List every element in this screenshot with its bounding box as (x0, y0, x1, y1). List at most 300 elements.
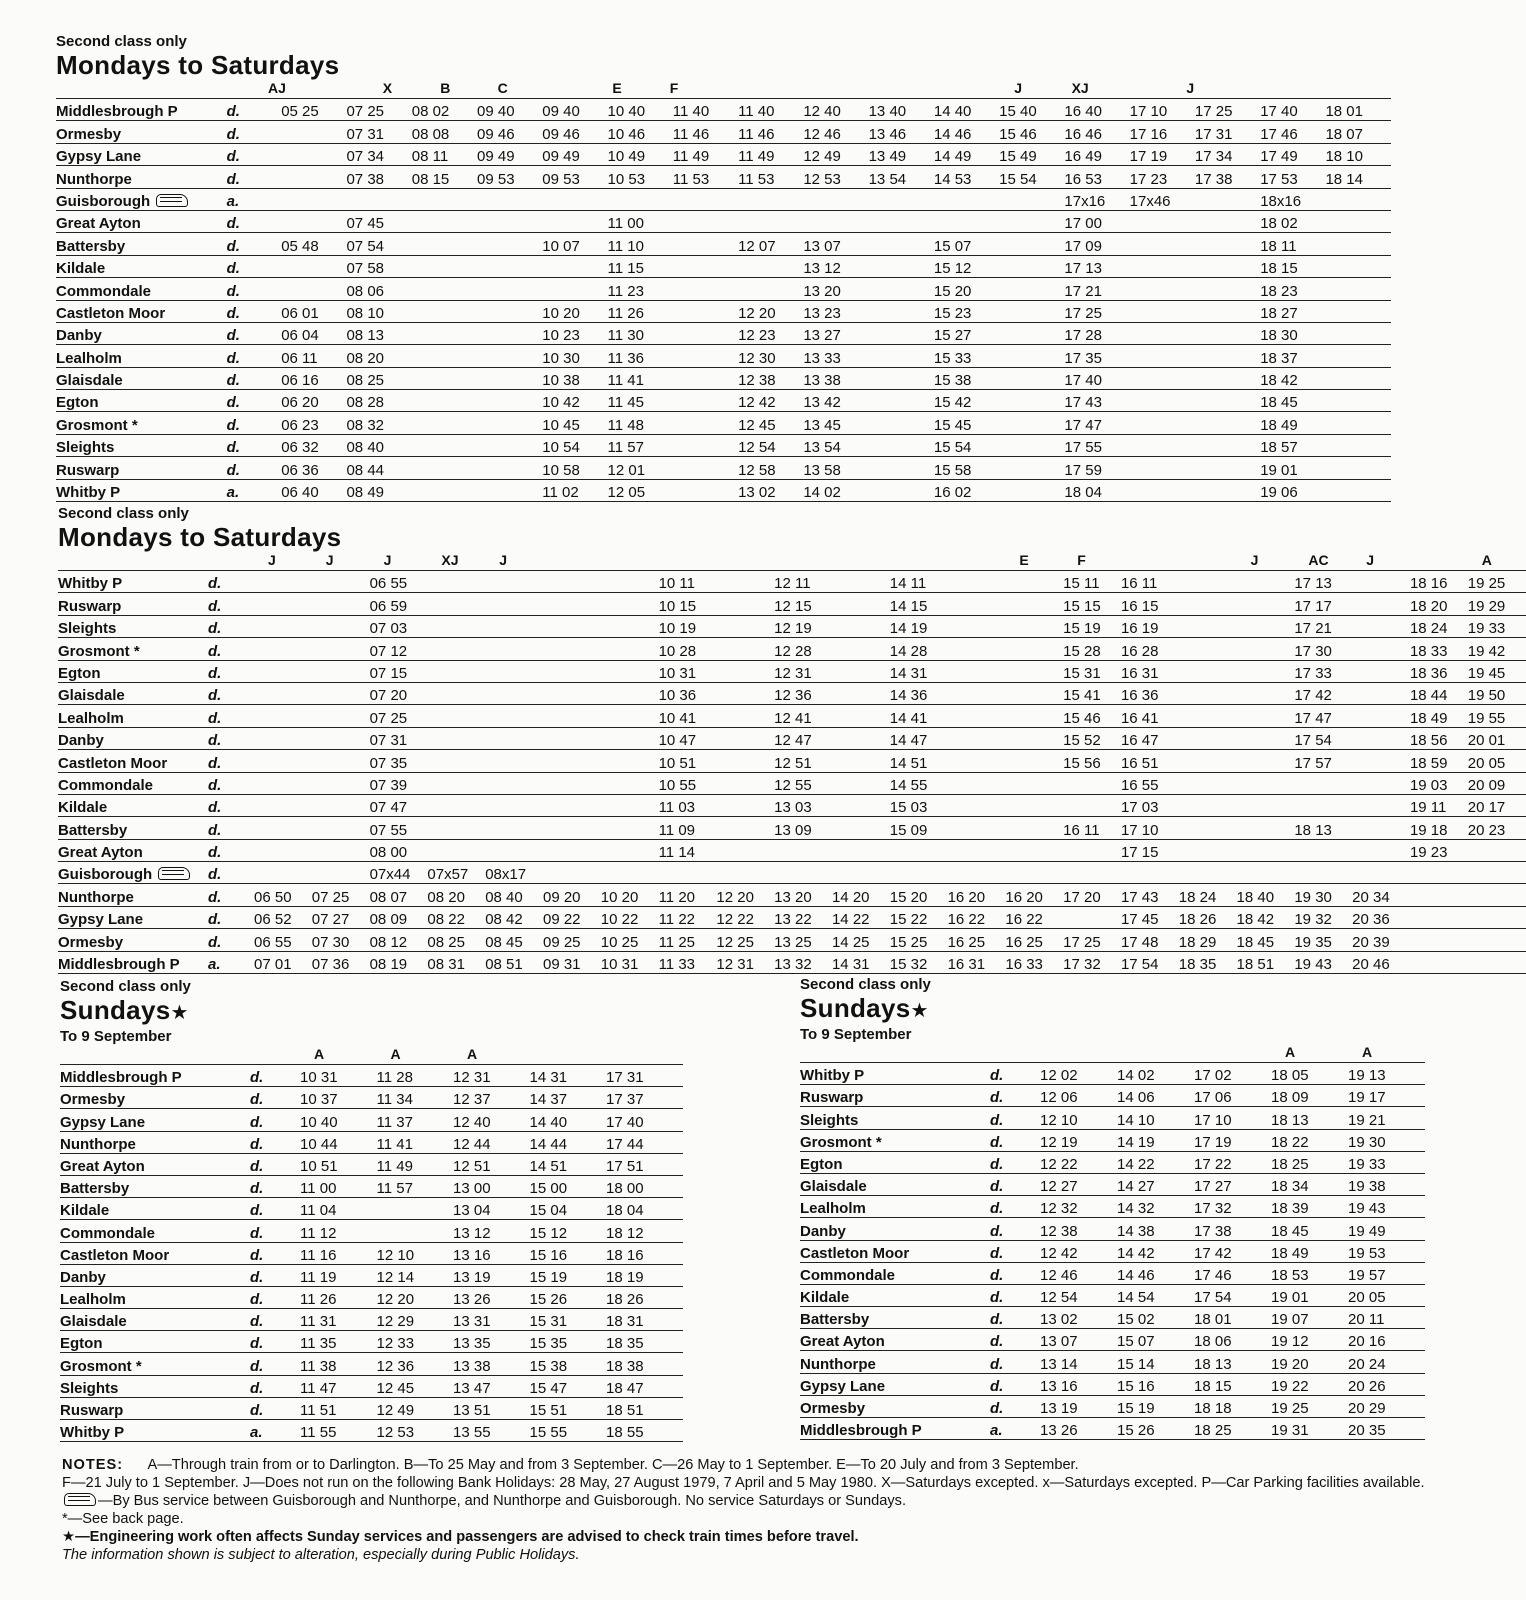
time-cell: 10 36 (659, 682, 717, 704)
time-cell: 17 03 (1121, 794, 1179, 816)
time-cell (485, 593, 543, 615)
time-cell: 18 15 (1194, 1373, 1271, 1395)
time-cell: 17x46 (1130, 188, 1195, 210)
time-cell: 08 44 (346, 457, 411, 479)
time-cell: 18 51 (606, 1397, 683, 1419)
time-cell: 10 25 (601, 929, 659, 951)
column-code: A (1285, 1044, 1296, 1060)
time-cell (485, 817, 543, 839)
time-cell: 16 51 (1121, 750, 1179, 772)
time-cell: 17 55 (1064, 434, 1129, 456)
station-label: Kildale (56, 260, 106, 278)
time-cell (1237, 660, 1295, 682)
time-cell: 10 40 (608, 99, 673, 121)
time-cell: 15 16 (1117, 1373, 1194, 1395)
time-cell (869, 457, 934, 479)
time-cell (999, 233, 1064, 255)
column-code: J (1014, 80, 1022, 96)
time-cell (716, 593, 774, 615)
time-cell: 11 26 (608, 300, 673, 322)
time-cell: 11 36 (608, 345, 673, 367)
time-cell (1237, 593, 1295, 615)
column-code: E (612, 80, 622, 96)
column-code: A (390, 1046, 401, 1062)
time-cell: 08 40 (346, 434, 411, 456)
arr-dep-marker: a. (250, 1420, 300, 1442)
time-cell (869, 345, 934, 367)
time-cell: 16 53 (1064, 166, 1129, 188)
station-label: Lealholm (56, 349, 122, 367)
time-cell (412, 210, 477, 232)
arr-dep-marker: d. (227, 457, 282, 479)
time-cell: 09 49 (542, 143, 607, 165)
arr-dep-marker: d. (990, 1129, 1040, 1151)
table-row (56, 233, 1391, 255)
time-cell (543, 772, 601, 794)
station-name (60, 1397, 250, 1419)
column-codes (800, 1044, 1398, 1062)
time-cell: 14 19 (890, 615, 948, 637)
time-cell (1352, 727, 1410, 749)
time-cell: 17 21 (1064, 278, 1129, 300)
table-row (56, 457, 1391, 479)
time-cell (1195, 367, 1260, 389)
time-cell: 18 13 (1271, 1107, 1348, 1129)
time-cell: 13 32 (774, 951, 832, 973)
time-cell: 18 45 (1271, 1218, 1348, 1240)
time-cell (738, 278, 803, 300)
table-row (800, 1307, 1425, 1329)
time-cell: 11 35 (300, 1331, 377, 1353)
time-cell: 12 53 (377, 1420, 454, 1442)
section-title: Sundays★ (60, 995, 189, 1025)
time-cell (738, 255, 803, 277)
station-name (800, 1307, 990, 1329)
time-cell (1179, 772, 1237, 794)
time-cell: 17 00 (1064, 210, 1129, 232)
time-cell: 08 28 (346, 390, 411, 412)
time-cell: 15 12 (934, 255, 999, 277)
station-label: Whitby P (56, 484, 121, 502)
time-cell: 18 49 (1260, 412, 1325, 434)
table-row (60, 1353, 683, 1375)
table-row (58, 615, 1526, 637)
time-cell (254, 615, 312, 637)
time-cell: 18 14 (1325, 166, 1391, 188)
time-cell: 13 46 (869, 121, 934, 143)
time-cell: 07x44 (370, 862, 428, 884)
station-name (56, 300, 227, 322)
station-label: Sleights (60, 1379, 119, 1397)
column-code: A (1362, 1044, 1373, 1060)
time-cell (477, 345, 542, 367)
time-cell (1352, 660, 1410, 682)
arr-dep-marker: d. (990, 1240, 1040, 1262)
arr-dep-marker: d. (227, 233, 282, 255)
table-row (800, 1173, 1425, 1195)
time-cell: 11 10 (608, 233, 673, 255)
bus-icon (64, 1493, 96, 1506)
time-cell (1294, 772, 1352, 794)
time-cell (412, 255, 477, 277)
arr-dep-marker: d. (990, 1151, 1040, 1173)
time-cell (1237, 615, 1295, 637)
time-cell: 12 54 (1040, 1284, 1117, 1306)
time-cell: 11 40 (673, 99, 738, 121)
time-cell (673, 278, 738, 300)
time-cell (1410, 906, 1468, 928)
time-cell (999, 188, 1064, 210)
time-cell (601, 727, 659, 749)
station-label: Ormesby (56, 125, 122, 143)
time-cell: 20 05 (1468, 750, 1526, 772)
station-name (56, 412, 227, 434)
time-cell: 12 36 (377, 1353, 454, 1375)
time-cell (716, 839, 774, 861)
arr-dep-marker: d. (227, 255, 282, 277)
time-cell: 06 52 (254, 906, 312, 928)
time-cell (1325, 457, 1391, 479)
time-cell: 11 57 (608, 434, 673, 456)
time-cell: 17 13 (1064, 255, 1129, 277)
time-cell (254, 705, 312, 727)
time-cell: 12 53 (803, 166, 868, 188)
time-cell (1325, 345, 1391, 367)
time-cell (673, 457, 738, 479)
time-cell (1237, 839, 1295, 861)
station-label: Great Ayton (56, 215, 141, 233)
time-cell: 10 28 (659, 638, 717, 660)
column-code: J (268, 552, 276, 568)
time-cell: 14 11 (890, 571, 948, 593)
time-cell (673, 322, 738, 344)
station-name (800, 1240, 990, 1262)
table-row (58, 839, 1526, 861)
time-cell (716, 660, 774, 682)
time-cell: 08 31 (427, 951, 485, 973)
time-cell: 11 09 (659, 817, 717, 839)
station-name (56, 278, 227, 300)
time-cell (1179, 794, 1237, 816)
station-name (60, 1353, 250, 1375)
time-cell: 14 15 (890, 593, 948, 615)
time-cell: 17 40 (606, 1109, 683, 1131)
station-label: Whitby P (800, 1067, 865, 1085)
time-cell (832, 750, 890, 772)
time-cell (542, 188, 607, 210)
time-cell: 06 01 (281, 300, 346, 322)
time-cell: 13 14 (1040, 1351, 1117, 1373)
table-row (56, 390, 1391, 412)
time-cell: 08 09 (370, 906, 428, 928)
time-cell: 09 49 (477, 143, 542, 165)
time-cell: 12 30 (738, 345, 803, 367)
time-cell (601, 660, 659, 682)
arr-dep-marker: d. (227, 434, 282, 456)
station-name (58, 638, 208, 660)
time-cell (312, 727, 370, 749)
time-cell: 18 04 (606, 1198, 683, 1220)
notes-line-2 (62, 1474, 1434, 1510)
time-cell: 15 12 (530, 1220, 607, 1242)
time-cell: 20 23 (1468, 817, 1526, 839)
time-cell: 17 48 (1121, 929, 1179, 951)
time-cell: 15 33 (934, 345, 999, 367)
arr-dep-marker: d. (250, 1131, 300, 1153)
time-cell: 17 25 (1195, 99, 1260, 121)
time-cell (1005, 817, 1063, 839)
time-cell (312, 571, 370, 593)
time-cell (1468, 839, 1526, 861)
time-cell: 10 07 (542, 233, 607, 255)
time-cell (543, 862, 601, 884)
arr-dep-marker: d. (250, 1353, 300, 1375)
arr-dep-marker: d. (227, 412, 282, 434)
time-cell: 17 28 (1064, 322, 1129, 344)
station-label: Egton (800, 1155, 843, 1173)
station-name (58, 906, 208, 928)
time-cell (1352, 839, 1410, 861)
arr-dep-marker: d. (990, 1063, 1040, 1085)
time-cell: 07 12 (370, 638, 428, 660)
time-cell: 10 38 (542, 367, 607, 389)
time-cell (832, 727, 890, 749)
time-cell (1179, 593, 1237, 615)
time-cell: 05 25 (281, 99, 346, 121)
time-cell: 12 14 (377, 1264, 454, 1286)
table-row (58, 862, 1526, 884)
time-cell (281, 188, 346, 210)
time-cell: 18 33 (1410, 638, 1468, 660)
station-name (60, 1153, 250, 1175)
time-cell: 17 43 (1064, 390, 1129, 412)
time-cell (1325, 278, 1391, 300)
time-cell: 15 28 (1063, 638, 1121, 660)
section-note: Second class only (56, 33, 187, 50)
time-cell (999, 322, 1064, 344)
time-cell (601, 750, 659, 772)
time-cell: 16 41 (1121, 705, 1179, 727)
time-cell (312, 638, 370, 660)
table-row (60, 1220, 683, 1242)
time-cell: 19 33 (1468, 615, 1526, 637)
time-cell: 12 20 (377, 1286, 454, 1308)
time-cell (1063, 906, 1121, 928)
time-cell: 12 46 (1040, 1262, 1117, 1284)
station-name (800, 1196, 990, 1218)
time-cell: 10 41 (659, 705, 717, 727)
time-cell: 12 19 (774, 615, 832, 637)
station-name (60, 1065, 250, 1087)
time-cell (543, 615, 601, 637)
station-name (800, 1063, 990, 1085)
time-cell: 13 07 (803, 233, 868, 255)
table-row (60, 1264, 683, 1286)
station-label: Gypsy Lane (800, 1377, 886, 1395)
arr-dep-marker: d. (250, 1375, 300, 1397)
time-cell: 19 12 (1271, 1329, 1348, 1351)
time-cell: 18 24 (1179, 884, 1237, 906)
time-cell (1130, 322, 1195, 344)
time-cell: 17x16 (1064, 188, 1129, 210)
time-cell: 12 49 (803, 143, 868, 165)
time-cell: 17 32 (1194, 1196, 1271, 1218)
time-cell: 17 09 (1064, 233, 1129, 255)
station-name (56, 143, 227, 165)
section-subtitle: To 9 September (60, 1028, 172, 1045)
time-cell (948, 593, 1006, 615)
time-cell: 11 03 (659, 794, 717, 816)
time-cell (716, 638, 774, 660)
table-row (60, 1331, 683, 1353)
station-label: Kildale (60, 1202, 110, 1220)
time-cell (1195, 434, 1260, 456)
time-cell: 18 29 (1179, 929, 1237, 951)
time-cell (412, 390, 477, 412)
table-row (58, 884, 1526, 906)
time-cell (1325, 434, 1391, 456)
time-cell: 11 48 (608, 412, 673, 434)
time-cell (1237, 750, 1295, 772)
time-cell: 10 55 (659, 772, 717, 794)
station-name (800, 1373, 990, 1395)
time-cell (254, 660, 312, 682)
timetable-grid (58, 570, 1526, 974)
time-cell (485, 772, 543, 794)
time-cell: 07 31 (370, 727, 428, 749)
arr-dep-marker: d. (990, 1173, 1040, 1195)
station-label: Commondale (800, 1266, 896, 1284)
time-cell (1005, 571, 1063, 593)
station-label: Glaisdale (56, 372, 123, 390)
time-cell: 16 19 (1121, 615, 1179, 637)
time-cell: 15 14 (1117, 1351, 1194, 1373)
station-label: Grosmont * (56, 416, 138, 434)
table-row (60, 1175, 683, 1197)
time-cell: 18 09 (1271, 1085, 1348, 1107)
time-cell: 17 23 (1130, 166, 1195, 188)
time-cell (254, 571, 312, 593)
time-cell: 12 23 (738, 322, 803, 344)
time-cell (485, 727, 543, 749)
table-row (60, 1153, 683, 1175)
time-cell (542, 255, 607, 277)
time-cell: 15 26 (530, 1286, 607, 1308)
arr-dep-marker: d. (990, 1395, 1040, 1417)
arr-dep-marker: a. (227, 188, 282, 210)
table-row (800, 1129, 1425, 1151)
table-row (60, 1198, 683, 1220)
time-cell: 08 15 (412, 166, 477, 188)
star-icon: ★ (170, 1002, 189, 1024)
table-row (56, 166, 1391, 188)
arr-dep-marker: d. (250, 1175, 300, 1197)
time-cell: 13 16 (453, 1242, 530, 1264)
time-cell: 18 44 (1410, 682, 1468, 704)
table-row (56, 210, 1391, 232)
time-cell: 15 35 (530, 1331, 607, 1353)
time-cell (1195, 300, 1260, 322)
time-cell: 18 20 (1410, 593, 1468, 615)
time-cell: 15 38 (934, 367, 999, 389)
arr-dep-marker: d. (227, 367, 282, 389)
time-cell: 08 13 (346, 322, 411, 344)
time-cell (1410, 951, 1468, 973)
station-name (60, 1264, 250, 1286)
arr-dep-marker: d. (990, 1262, 1040, 1284)
table-row (800, 1351, 1425, 1373)
time-cell: 14 25 (832, 929, 890, 951)
time-cell (254, 839, 312, 861)
time-cell: 18 30 (1260, 322, 1325, 344)
time-cell: 13 54 (803, 434, 868, 456)
time-cell (673, 300, 738, 322)
time-cell: 07 25 (312, 884, 370, 906)
time-cell: 20 26 (1348, 1373, 1425, 1395)
time-cell: 16 49 (1064, 143, 1129, 165)
time-cell: 13 27 (803, 322, 868, 344)
time-cell: 19 30 (1294, 884, 1352, 906)
time-cell: 14 19 (1117, 1129, 1194, 1151)
time-cell: 12 45 (738, 412, 803, 434)
arr-dep-marker: d. (990, 1307, 1040, 1329)
time-cell: 06 16 (281, 367, 346, 389)
arr-dep-marker: d. (227, 143, 282, 165)
time-cell: 18 16 (606, 1242, 683, 1264)
time-cell (427, 638, 485, 660)
time-cell: 17 31 (606, 1065, 683, 1087)
time-cell: 14 38 (1117, 1218, 1194, 1240)
time-cell: 19 43 (1294, 951, 1352, 973)
time-cell: 11 00 (300, 1175, 377, 1197)
time-cell (999, 210, 1064, 232)
time-cell (716, 727, 774, 749)
section-title: Mondays to Saturdays (58, 522, 342, 552)
time-cell: 14 51 (890, 750, 948, 772)
time-cell (1179, 571, 1237, 593)
time-cell: 12 11 (774, 571, 832, 593)
arr-dep-marker: d. (990, 1107, 1040, 1129)
time-cell (427, 682, 485, 704)
arr-dep-marker: d. (208, 750, 254, 772)
table-row (800, 1085, 1425, 1107)
time-cell (1195, 210, 1260, 232)
time-cell: 13 51 (453, 1397, 530, 1419)
time-cell: 17 34 (1195, 143, 1260, 165)
time-cell: 12 28 (774, 638, 832, 660)
arr-dep-marker: d. (990, 1351, 1040, 1373)
time-cell: 17 54 (1121, 951, 1179, 973)
time-cell: 17 47 (1064, 412, 1129, 434)
time-cell: 07 45 (346, 210, 411, 232)
time-cell (1237, 817, 1295, 839)
time-cell (869, 434, 934, 456)
time-cell: 17 59 (1064, 457, 1129, 479)
column-code: F (669, 80, 679, 96)
time-cell: 17 46 (1194, 1262, 1271, 1284)
station-label: Middlesbrough P (56, 103, 178, 121)
time-cell: 13 42 (803, 390, 868, 412)
table-row (58, 772, 1526, 794)
station-name (56, 233, 227, 255)
time-cell: 14 55 (890, 772, 948, 794)
time-cell: 20 09 (1468, 772, 1526, 794)
time-cell: 16 22 (948, 906, 1006, 928)
time-cell: 15 32 (890, 951, 948, 973)
time-cell: 18 15 (1260, 255, 1325, 277)
time-cell: 07 34 (346, 143, 411, 165)
time-cell: 08 42 (485, 906, 543, 928)
